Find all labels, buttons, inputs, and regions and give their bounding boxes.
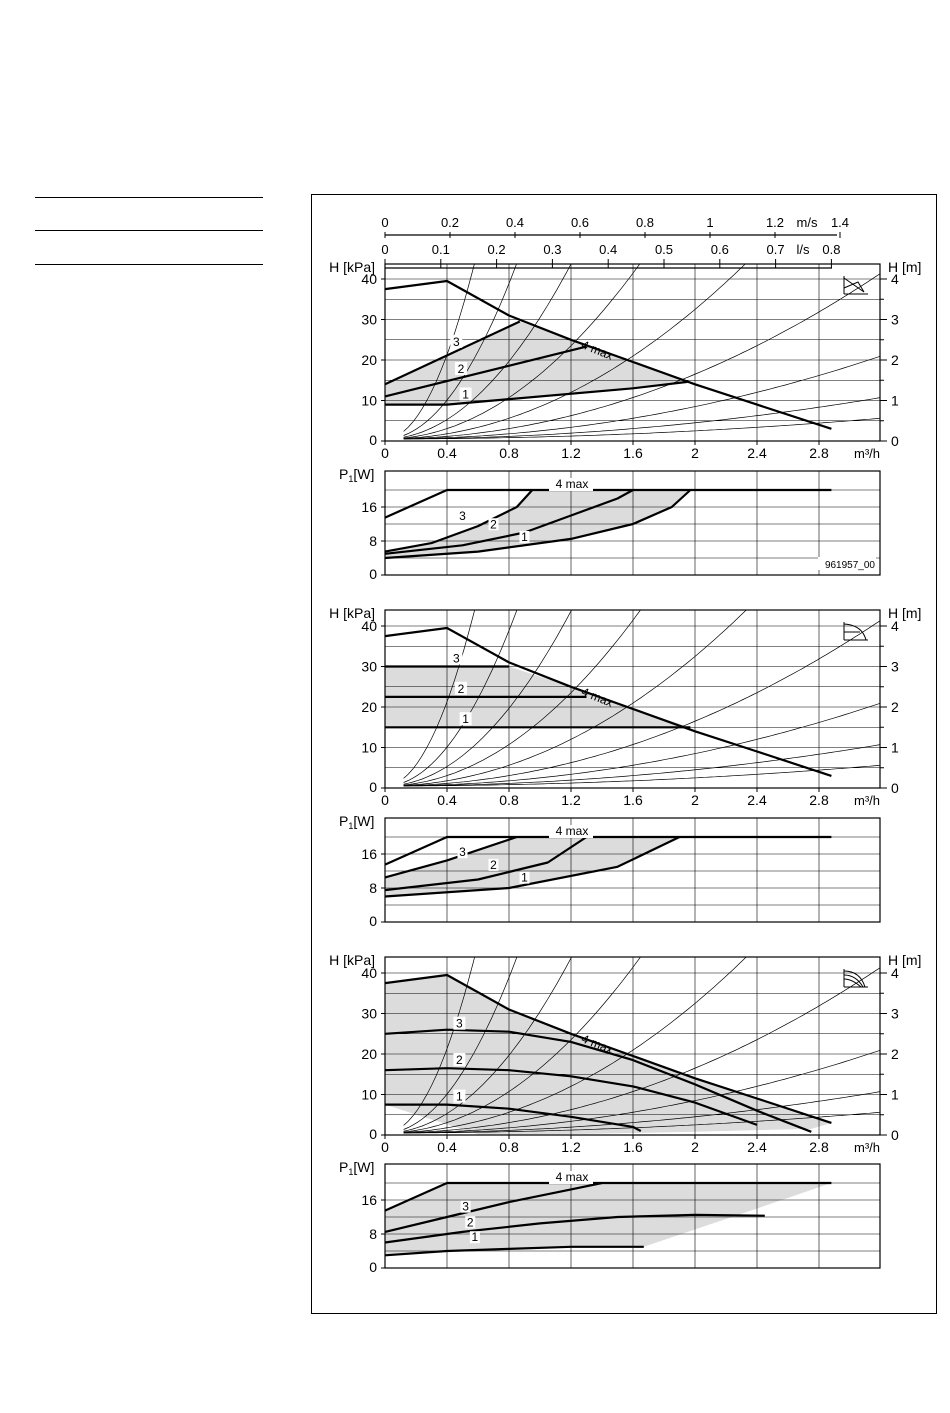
power-curve-label-c2: 2 [490, 517, 497, 532]
head-curve-label-c3: 3 [456, 1016, 463, 1031]
head-curve-label-c3: 3 [452, 334, 460, 349]
flow-ls-tick-label: 0.8 [822, 242, 841, 257]
head-curve-label-max: 4 max [579, 1031, 616, 1057]
kpa-tick-label: 0 [369, 779, 377, 795]
power-curve-label-max: 4 max [555, 824, 589, 838]
head-curve-label-c2: 2 [457, 361, 465, 376]
m-tick-label: 1 [891, 739, 899, 756]
head-axis-label-right: H [m] [888, 259, 922, 275]
head-axis-label-left: H [kPa] [329, 952, 375, 968]
m-tick-label: 4 [891, 271, 899, 287]
power-curve-label-c1: 1 [521, 530, 528, 544]
system-curve-9 [404, 195, 897, 1125]
m-tick-label: 3 [891, 1005, 899, 1022]
kpa-tick-label: 0 [369, 1126, 377, 1142]
velocity-tick-label: 1.4 [830, 215, 850, 230]
x-tick-label: 1.6 [623, 792, 643, 808]
power-operating-area [385, 1183, 831, 1255]
velocity-tick-label: 0.2 [440, 215, 460, 230]
x-tick-label: 1.2 [561, 792, 581, 808]
kpa-tick-label: 40 [361, 965, 377, 981]
system-curve-1 [404, 764, 897, 786]
x-tick-label: 0 [381, 792, 389, 808]
head-axis-label-left: H [kPa] [329, 605, 375, 621]
margin-rule-3 [35, 264, 263, 265]
m-tick-label: 3 [891, 311, 899, 328]
top-scales [381, 215, 849, 268]
power-axis-label: $P_1[W]$ [339, 466, 375, 484]
power-tick-label: 16 [361, 499, 377, 515]
kpa-tick-label: 10 [361, 739, 377, 756]
head-curve-label-max: 4 max [579, 337, 616, 363]
power-tick-label: 0 [369, 1259, 377, 1275]
flow-ls-tick-label: 0.5 [654, 242, 674, 257]
x-axis-unit-label: m³/h [854, 446, 880, 461]
m-tick-label: 0 [891, 433, 899, 449]
head-curve-label-c1: 1 [456, 1089, 463, 1104]
power-curve-label-c2: 2 [466, 1215, 474, 1230]
kpa-tick-label: 30 [361, 311, 377, 328]
x-tick-label: 1.2 [561, 1139, 581, 1155]
power-curve-label-c1: 1 [521, 870, 528, 885]
kpa-tick-label: 40 [361, 271, 377, 287]
m-tick-label: 2 [891, 699, 899, 715]
power-tick-label: 8 [369, 1226, 377, 1242]
x-tick-label: 0.8 [499, 445, 519, 461]
power-curve-label-max: 4 max [555, 477, 589, 491]
power-tick-label: 0 [369, 566, 377, 582]
x-tick-label: 1.6 [623, 445, 643, 461]
figure-code: 961957_00 [824, 560, 875, 571]
x-tick-label: 2.4 [747, 1139, 767, 1155]
flow-ls-unit-label: l/s [796, 242, 810, 257]
head-curve-label-c2: 2 [456, 1053, 463, 1068]
x-tick-label: 2.4 [747, 445, 767, 461]
m-tick-label: 4 [891, 618, 899, 634]
flow-ls-tick-label: 0.1 [431, 242, 450, 257]
head-axis-label-left: H [kPa] [329, 259, 375, 275]
power-tick-label: 0 [369, 913, 377, 929]
m-tick-label: 2 [891, 352, 899, 368]
power-axis-label: $P_1[W]$ [339, 813, 375, 831]
velocity-tick-label: 0.4 [505, 215, 525, 230]
velocity-tick-label: 0 [381, 215, 389, 230]
power-tick-label: 8 [369, 880, 377, 896]
m-tick-label: 4 [891, 965, 899, 981]
power-curve-label-c3: 3 [459, 845, 466, 860]
x-tick-label: 0.4 [437, 445, 457, 461]
power-plot-2 [339, 813, 880, 929]
power-axis-label-sub: 1 [348, 474, 354, 484]
system-curve-8 [404, 195, 897, 1130]
x-tick-label: 2.8 [809, 792, 829, 808]
head-axis-label-right: H [m] [888, 952, 922, 968]
power-tick-label: 16 [361, 1192, 377, 1208]
margin-rule-1 [35, 197, 263, 198]
flow-ls-tick-label: 0 [381, 242, 389, 257]
pump-curves-svg [312, 195, 938, 1315]
kpa-tick-label: 30 [361, 1005, 377, 1022]
x-tick-label: 1.2 [561, 445, 581, 461]
power-axis-label: $P_1[W]$ [339, 1159, 375, 1177]
velocity-tick-label: 1.2 [765, 215, 785, 230]
power-curve-label-c1: 1 [471, 1230, 479, 1245]
x-tick-label: 1.6 [623, 1139, 643, 1155]
kpa-tick-label: 20 [361, 352, 377, 368]
x-tick-label: 0 [381, 445, 389, 461]
flow-ls-tick-label: 0.3 [543, 242, 562, 257]
power-tick-label: 8 [369, 533, 377, 549]
x-tick-label: 2.4 [747, 792, 767, 808]
power-curve-label-c3: 3 [459, 508, 466, 523]
x-tick-label: 2.8 [809, 445, 829, 461]
kpa-tick-label: 20 [361, 1046, 377, 1062]
m-tick-label: 1 [891, 1086, 899, 1103]
m-tick-label: 1 [891, 392, 899, 409]
kpa-tick-label: 0 [369, 432, 377, 448]
system-curve-1 [404, 417, 897, 439]
power-curve-label-c3: 3 [462, 1199, 469, 1214]
flow-ls-tick-label: 0.4 [599, 242, 618, 257]
panel-3 [329, 195, 921, 1275]
power-curve-label-c2: 2 [490, 857, 497, 872]
flow-ls-tick-label: 0.7 [766, 242, 785, 257]
m-tick-label: 2 [891, 1046, 899, 1062]
power-axis-label-sub: 1 [348, 1167, 354, 1177]
power-axis-label-sub: 1 [348, 821, 354, 831]
margin-rule-2 [35, 230, 263, 231]
x-tick-label: 2 [691, 1139, 699, 1155]
system-curve-5 [404, 433, 897, 785]
head-curve-label-max: 4 max [579, 684, 616, 710]
x-axis-unit-label: m³/h [854, 1140, 880, 1155]
flow-ls-tick-label: 0.6 [710, 242, 729, 257]
head-curve-label-c1: 1 [462, 387, 469, 402]
x-tick-label: 0 [381, 1139, 389, 1155]
head-curve-label-c3: 3 [452, 651, 460, 666]
kpa-tick-label: 40 [361, 618, 377, 634]
kpa-tick-label: 10 [361, 392, 377, 409]
x-tick-label: 2.8 [809, 1139, 829, 1155]
power-plot-3 [339, 1159, 880, 1275]
velocity-tick-label: 1 [706, 215, 714, 230]
m-tick-label: 0 [891, 1127, 899, 1143]
kpa-tick-label: 30 [361, 658, 377, 675]
power-plot-1 [339, 466, 880, 582]
head-axis-label-right: H [m] [888, 605, 922, 621]
m-tick-label: 0 [891, 780, 899, 796]
velocity-unit-label: m/s [796, 215, 818, 230]
kpa-tick-label: 10 [361, 1086, 377, 1103]
proportional-pressure-icon-curve [844, 278, 864, 292]
power-axis-label-unit: [W] [353, 466, 375, 482]
head-curve-label-c2: 2 [457, 681, 465, 696]
x-tick-label: 0.8 [499, 1139, 519, 1155]
power-axis-label-unit: [W] [353, 813, 375, 829]
x-tick-label: 0.4 [437, 792, 457, 808]
x-axis-unit-label: m³/h [854, 793, 880, 808]
velocity-tick-label: 0.8 [635, 215, 655, 230]
kpa-tick-label: 20 [361, 699, 377, 715]
power-axis-label-unit: [W] [353, 1159, 375, 1175]
head-curve-label-c1: 1 [462, 712, 469, 727]
x-tick-label: 2 [691, 792, 699, 808]
x-tick-label: 0.4 [437, 1139, 457, 1155]
power-curve-label-max: 4 max [555, 1170, 589, 1184]
velocity-tick-label: 0.6 [570, 215, 590, 230]
x-tick-label: 2 [691, 445, 699, 461]
system-curve-2 [404, 739, 899, 786]
power-tick-label: 16 [361, 846, 377, 862]
flow-ls-tick-label: 0.2 [487, 242, 506, 257]
pump-performance-figure [311, 194, 937, 1314]
x-tick-label: 0.8 [499, 792, 519, 808]
m-tick-label: 3 [891, 658, 899, 675]
